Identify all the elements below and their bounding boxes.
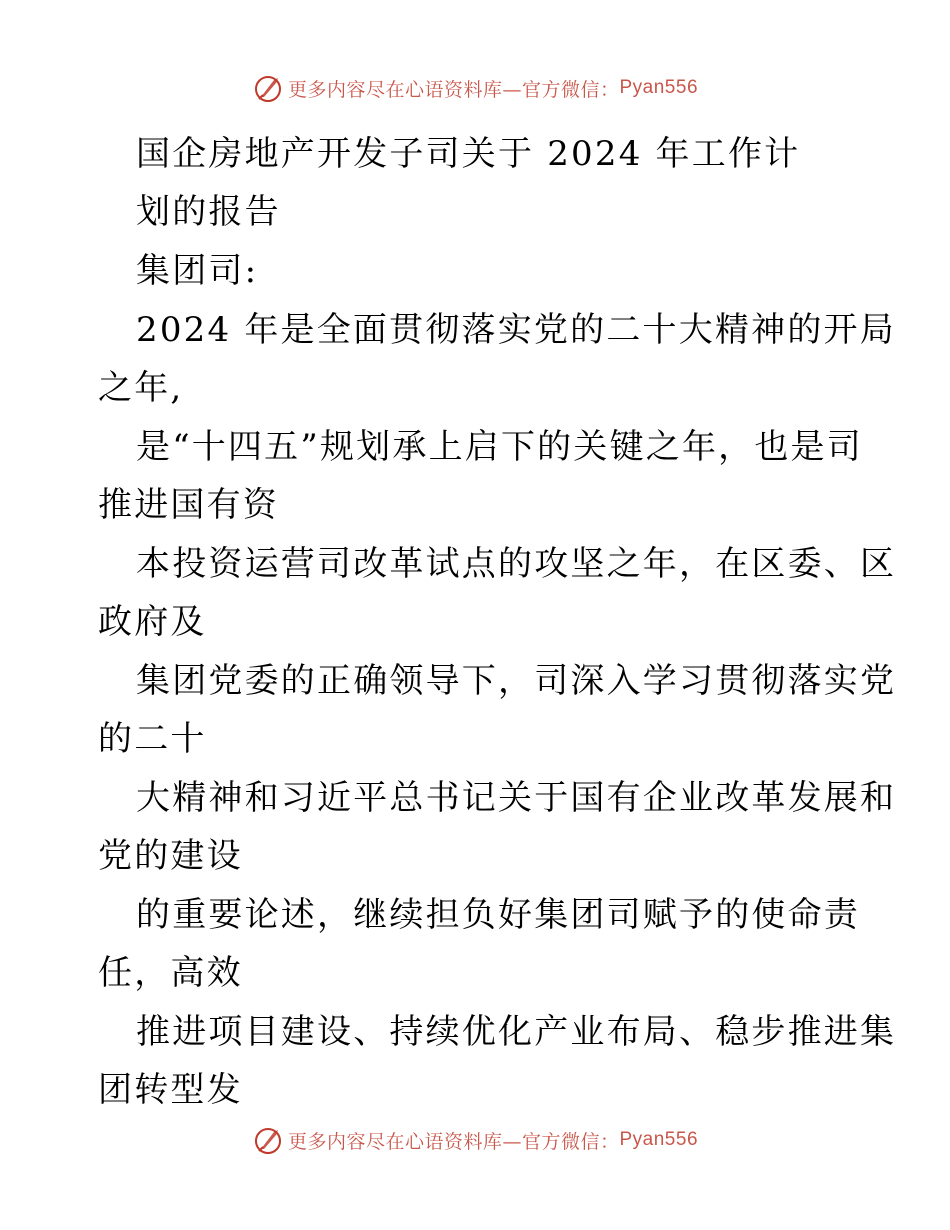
body-line: 的重要论述，继续担负好集团司赋予的使命责 xyxy=(136,895,860,935)
watermark-text: 更多内容尽在心语资料库—官方微信： xyxy=(287,1130,620,1153)
title-line-2: 划的报告 xyxy=(136,192,281,232)
body-line: 集团党委的正确领导下，司深入学习贯彻落实党 xyxy=(136,661,897,701)
title-line-1: 国企房地产开发子司关于 2024 年工作计 xyxy=(136,134,801,174)
body-line: 之年, xyxy=(98,368,184,408)
body-line: 本投资运营司改革试点的攻坚之年，在区委、区 xyxy=(136,544,897,584)
quill-pen-icon xyxy=(252,1124,284,1156)
footer-watermark xyxy=(0,1124,950,1156)
quill-pen-icon xyxy=(252,72,284,104)
body-line: 大精神和习近平总书记关于国有企业改革发展和 xyxy=(136,778,897,818)
salutation: 集团司: xyxy=(136,251,259,291)
body-line: 党的建设 xyxy=(98,836,243,876)
body-line: 政府及 xyxy=(98,602,207,642)
body-line: 推进国有资 xyxy=(98,485,279,525)
body-line: 的二十 xyxy=(98,719,207,759)
header-watermark xyxy=(0,72,950,104)
body-line: 是“十四五”规划承上启下的关键之年，也是司 xyxy=(136,427,863,467)
body-line: 团转型发 xyxy=(98,1070,243,1110)
watermark-text: 更多内容尽在心语资料库—官方微信： xyxy=(287,78,620,101)
watermark-account: Pyan556 xyxy=(619,77,699,98)
watermark-account: Pyan556 xyxy=(619,1129,699,1150)
body-line: 2024 年是全面贯彻落实党的二十大精神的开局 xyxy=(136,310,896,350)
body-line: 推进项目建设、持续优化产业布局、稳步推进集 xyxy=(136,1012,897,1052)
body-line: 任，高效 xyxy=(98,953,243,993)
